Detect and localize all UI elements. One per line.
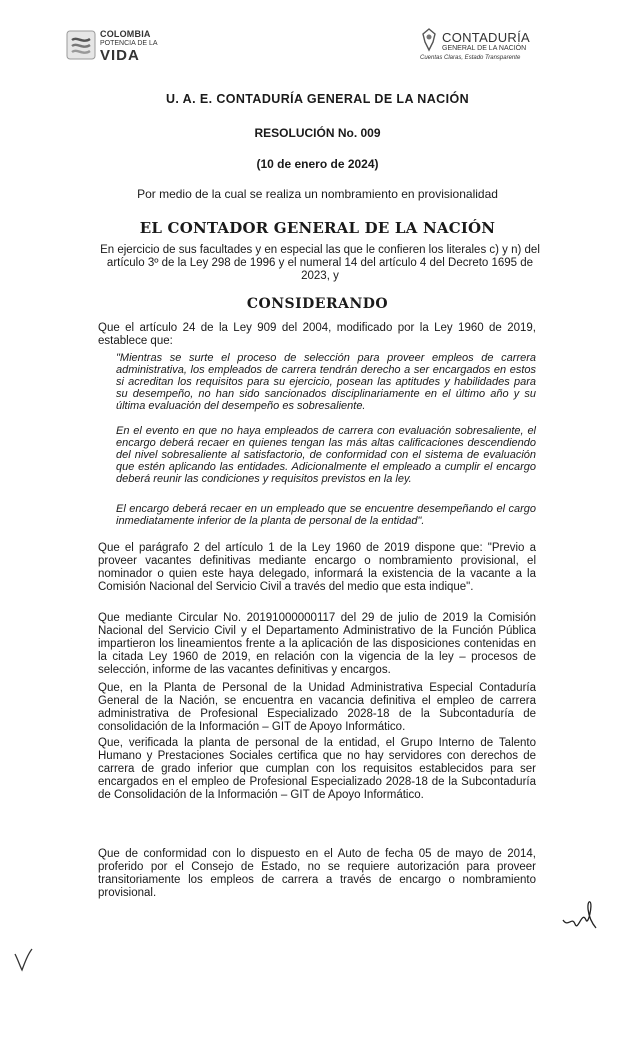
paragraph-5: Que, verificada la planta de personal de la entidad, el Grupo Interno de Talento Humano y Prestaciones Sociales certifica que no hay servidores con derechos de carrera de grado inferior que cumplan con los requisitos establecidos para ser encargados en el empleo de Profesional Especializado 2028-18 de la Subcontaduría de Consolidación de la Información – GIT de Apoyo Informático.: [98, 737, 536, 801]
paragraph-2: Que el parágrafo 2 del artículo 1 de la Ley 1960 de 2019 dispone que: "Previo a proveer vacantes definitivas mediante encargo o nombramiento provisional, el nominador o quien este haya delegado, informará la existencia de la vacante a la Comisión Nacional del Servicio Civil a través del medio que esta indique".: [98, 542, 536, 593]
preamble-text: En ejercicio de sus facultades y en especial las que le confieren los literales c) y n) del artículo 3º de la Ley 298 de 1996 y el numeral 14 del artículo 4 del Decreto 1695 de 2023, y: [100, 244, 540, 282]
paragraph-6: Que de conformidad con lo dispuesto en el Auto de fecha 05 de mayo de 2014, proferido por el Consejo de Estado, no se requiere autorización para proveer transitoriamente los empleos de carrera a través de encargo o nombramiento provisional.: [98, 848, 536, 899]
quote-3: El encargo deberá recaer en un empleado que se encuentre desempeñando el cargo inmediatamente inferior de la planta de personal de la entidad".: [116, 503, 536, 527]
authority-heading: EL CONTADOR GENERAL DE LA NACIÓN: [139, 219, 496, 237]
paragraph-1: Que el artículo 24 de la Ley 909 del 2004, modificado por la Ley 1960 de 2019, establece que:: [98, 322, 536, 347]
initials-signature: [560, 898, 600, 938]
contaduria-logo: [420, 28, 550, 64]
logo-tagline: Cuentas Claras, Estado Transparente: [420, 55, 521, 61]
logo-subtitle: GENERAL DE LA NACIÓN: [442, 45, 527, 52]
colombia-potencia-de-la-vida-logo: [66, 28, 176, 64]
resolution-date: (10 de enero de 2024): [256, 157, 379, 171]
logo-line-1: COLOMBIA: [100, 29, 151, 39]
quote-1: "Mientras se surte el proceso de selección para proveer empleos de carrera administrativa, los empleados de carrera tendrán derecho a ser encargados en estos si acreditan los requisitos para su ejercicio, posean las aptitudes y habilidades para su desempeño, no han sido sancionados disciplinariamente en el último año y su última evaluación del desempeño es sobresaliente.: [116, 352, 536, 412]
considering-heading: CONSIDERANDO: [246, 296, 389, 312]
logo-line-2: POTENCIA DE LA: [100, 40, 158, 47]
margin-check-mark: [12, 946, 34, 974]
resolution-number: RESOLUCIÓN No. 009: [254, 126, 381, 140]
paragraph-3: Que mediante Circular No. 20191000000117 del 29 de julio de 2019 la Comisión Nacional del Servicio Civil y el Departamento Administrativo de la Función Pública impartieron los lineamientos frente a la aplicación de las disposiciones contenidas en la citada Ley 1960 de 2019, en relación con la vigencia de la ley – procesos de selección, informe de las vacantes definitivas y encargos.: [98, 612, 536, 676]
entity-heading: U. A. E. CONTADURÍA GENERAL DE LA NACIÓN: [165, 92, 470, 106]
contaduria-emblem-icon: [420, 28, 438, 52]
resolution-subject: Por medio de la cual se realiza un nombramiento en provisionalidad: [137, 187, 498, 201]
quote-2: En el evento en que no haya empleados de carrera con evaluación sobresaliente, el encargo deberá recaer en quienes tengan las más altas calificaciones descendiendo del nivel sobresaliente al satisfactorio, de conformidad con el sistema de evaluación que estén aplicando las entidades. Adicionalmente el empleado a cumplir el encargo deberá reunir las condiciones y requisitos previstos en la ley.: [116, 425, 536, 485]
paragraph-4: Que, en la Planta de Personal de la Unidad Administrativa Especial Contaduría General de la Nación, se encuentra en vacancia definitiva el empleo de carrera administrativa de Profesional Especializado 2028-18 de la Subcontaduría de consolidación de la Información – GIT de Apoyo Informático.: [98, 682, 536, 733]
logo-line-3: VIDA: [100, 47, 140, 64]
flag-wave-icon: [66, 30, 96, 60]
logo-title: CONTADURÍA: [442, 30, 530, 45]
